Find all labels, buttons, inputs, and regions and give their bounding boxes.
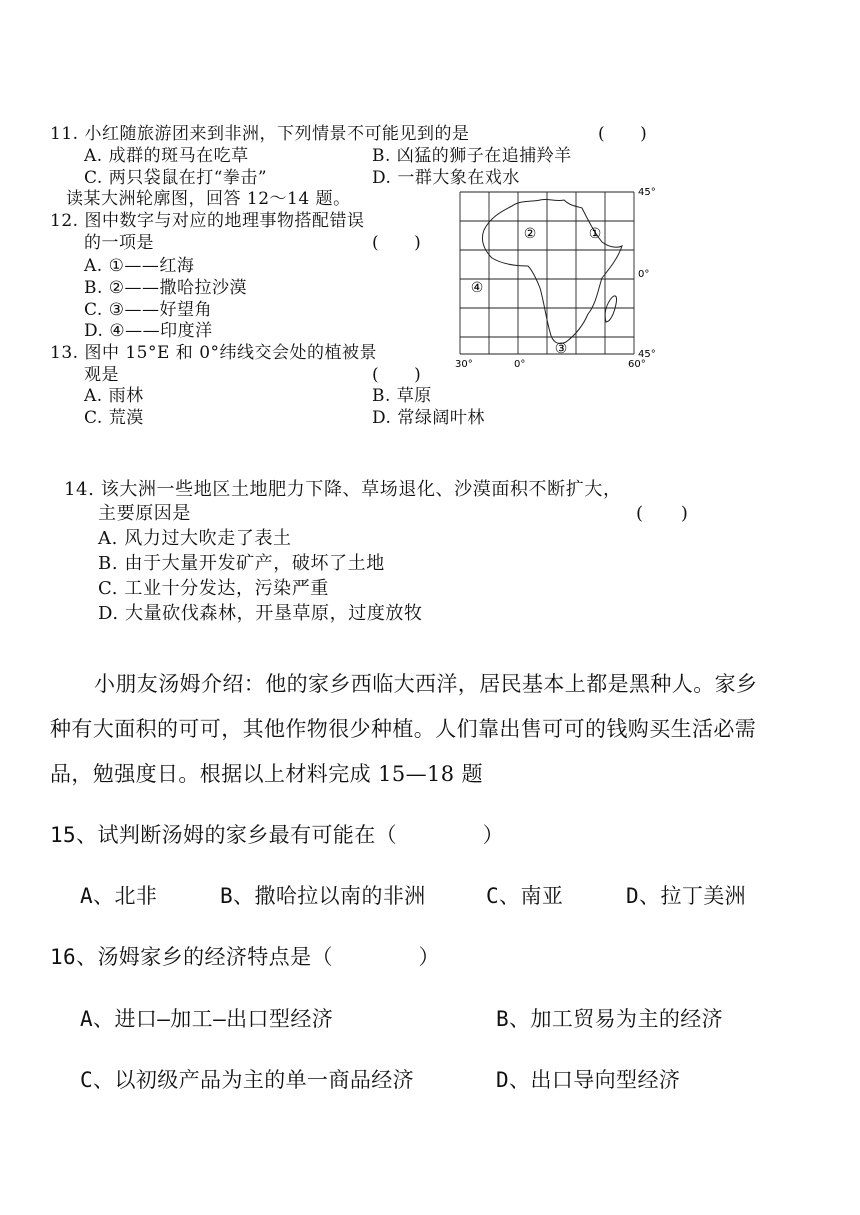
- q11-option-a: A. 成群的斑马在吃草: [84, 146, 249, 166]
- q13-option-a: A. 雨林: [84, 386, 144, 406]
- map-marker-3: ③: [554, 341, 568, 357]
- q15-option-b: B、撒哈拉以南的非洲: [220, 884, 426, 908]
- q11-stem: 11. 小红随旅游团来到非洲，下列情景不可能见到的是: [50, 124, 470, 144]
- q15-option-c: C、南亚: [486, 884, 564, 908]
- q11-option-d: D. 一群大象在戏水: [372, 168, 520, 188]
- q11-option-c: C. 两只袋鼠在打“拳击”: [84, 168, 268, 188]
- q12-stem-line2: 的一项是: [84, 233, 154, 253]
- q13-stem-line2: 观是: [84, 365, 119, 385]
- map-marker-2: ②: [523, 226, 537, 242]
- q12-answer-paren: ( ): [372, 233, 422, 253]
- q15-option-a: A、北非: [80, 884, 158, 908]
- q13-option-d: D. 常绿阔叶林: [372, 408, 485, 428]
- q12-option-c: C. ③——好望角: [84, 300, 212, 320]
- q13-option-c: C. 荒漠: [84, 408, 144, 428]
- map-intro: 读某大洲轮廓图，回答 12～14 题。: [66, 189, 351, 209]
- q13-option-b: B. 草原: [372, 386, 432, 406]
- q16-option-d: D、出口导向型经济: [496, 1068, 681, 1092]
- map-marker-1: ①: [588, 226, 602, 242]
- map-lat-mid-label: 0°: [638, 269, 650, 280]
- q13-stem-line1: 13. 图中 15°E 和 0°纬线交会处的植被景: [50, 343, 378, 363]
- q16-stem: 16、汤姆家乡的经济特点是（ ）: [50, 945, 440, 969]
- q13-answer-paren: ( ): [372, 365, 422, 385]
- map-marker-4: ④: [470, 280, 484, 296]
- q16-option-c: C、以初级产品为主的单一商品经济: [80, 1068, 415, 1092]
- q16-option-a: A、进口—加工—出口型经济: [80, 1007, 334, 1031]
- madagascar-outline: [605, 296, 616, 322]
- q11-option-b: B. 凶猛的狮子在追捕羚羊: [372, 146, 572, 166]
- q14-answer-paren: ( ): [636, 503, 689, 524]
- passage-line-2: 种有大面积的可可，其他作物很少种植。人们靠出售可可的钱购买生活必需: [50, 717, 757, 741]
- map-lat-top-label: 45°: [638, 187, 656, 198]
- continent-outline-map: [452, 182, 662, 372]
- map-lon-right-label: 60°: [628, 359, 646, 370]
- map-lat-bottom-label: 45°: [638, 349, 656, 360]
- q12-option-d: D. ④——印度洋: [84, 321, 213, 341]
- passage-line-1: 小朋友汤姆介绍：他的家乡西临大西洋，居民基本上都是黑种人。家乡: [94, 672, 758, 696]
- q12-stem-line1: 12. 图中数字与对应的地理事物搭配错误: [50, 211, 365, 231]
- map-lon-mid-label: 0°: [514, 359, 526, 370]
- q14-option-c: C. 工业十分发达，污染严重: [98, 578, 329, 599]
- q12-option-b: B. ②——撒哈拉沙漠: [84, 278, 248, 298]
- q12-option-a: A. ①——红海: [84, 256, 195, 276]
- q14-option-d: D. 大量砍伐森林，开垦草原，过度放牧: [98, 603, 423, 624]
- map-grid: [460, 192, 634, 354]
- q14-option-b: B. 由于大量开发矿产，破坏了土地: [98, 553, 385, 574]
- q15-stem: 15、试判断汤姆的家乡最有可能在（ ）: [50, 823, 505, 847]
- continent-map-figure: [452, 182, 662, 372]
- q11-answer-paren: ( ): [598, 124, 648, 144]
- q14-stem-line2: 主要原因是: [98, 503, 191, 524]
- q14-stem-line1: 14. 该大洲一些地区土地肥力下降、草场退化、沙漠面积不断扩大，: [64, 479, 622, 500]
- map-lon-left-label: 30°: [455, 359, 473, 370]
- q16-option-b: B、加工贸易为主的经济: [496, 1007, 724, 1031]
- passage-line-3: 品，勉强度日。根据以上材料完成 15—18 题: [50, 762, 483, 786]
- q15-option-d: D、拉丁美洲: [626, 884, 747, 908]
- q14-option-a: A. 风力过大吹走了表土: [98, 528, 292, 549]
